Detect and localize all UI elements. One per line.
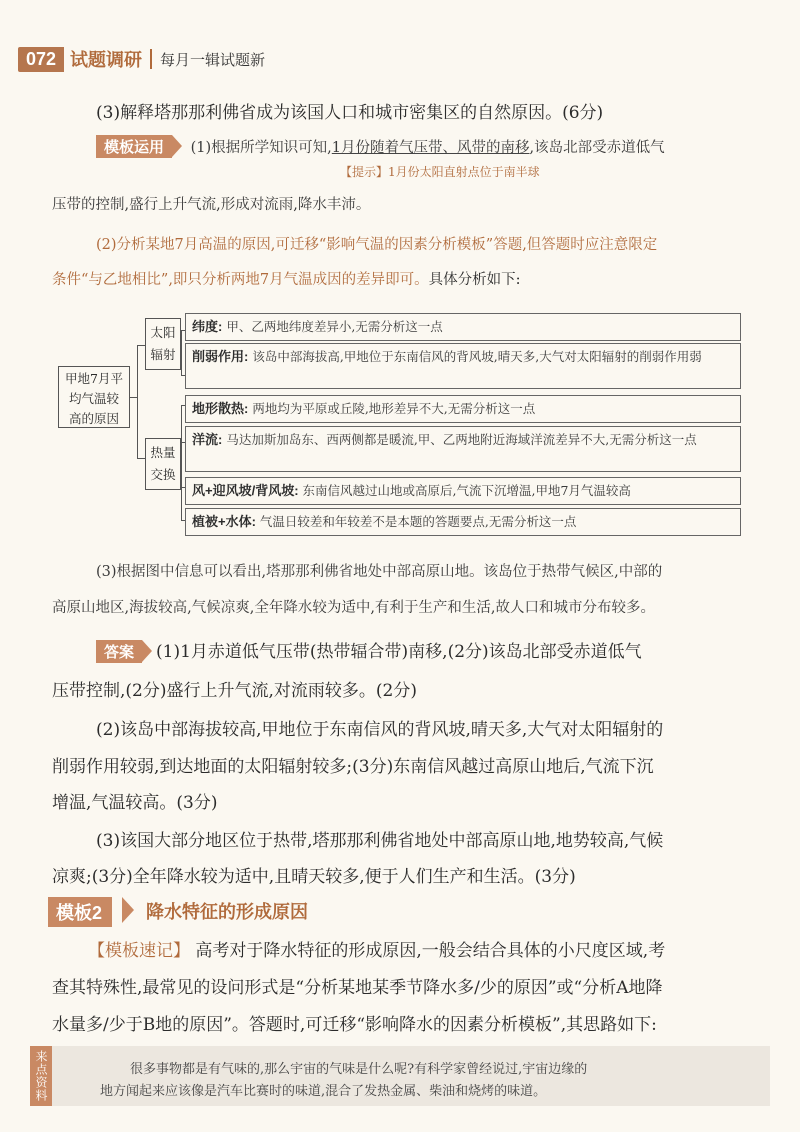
diagram-item-wind: 风+迎风坡/背风坡: 东南信风越过山地或高原后,气流下沉增温,甲地7月气温较高 [185, 477, 741, 505]
answer-line-6: (3)该国大部分地区位于热带,塔那那利佛省地处中部高原山地,地势较高,气候 [96, 831, 664, 851]
footer-line-1: 很多事物都是有气味的,那么宇宙的气味是什么呢?有科学家曾经说过,宇宙边缘的 [130, 1062, 588, 1077]
p1-post: ,该岛北部受赤道低气 [529, 140, 665, 156]
template2-badge: 模板2 [48, 897, 112, 927]
p1-pre: (1)根据所学知识可知, [190, 140, 332, 156]
column-name: 试题调研 [70, 50, 143, 70]
template-use-badge: 模板运用 [96, 135, 172, 158]
answer-line-4: 削弱作用较弱,到达地面的太阳辐射较多;(3分)东南信风越过高原山地后,气流下沉 [52, 757, 654, 777]
header-tagline: 每月一辑试题新 [160, 51, 266, 69]
answer-line-3: (2)该岛中部海拔较高,甲地位于东南信风的背风坡,晴天多,大气对太阳辐射的 [96, 720, 664, 740]
template2-line-1: 【模板速记】 高考对于降水特征的形成原因,一般会结合具体的小尺度区域,考 [88, 941, 666, 961]
p1-underlined: 1月份随着气压带、风带的南移 [331, 140, 530, 156]
template2-line-2: 查其特殊性,最常见的设问形式是“分析某地某季节降水多/少的原因”或“分析A地降 [52, 978, 663, 998]
diagram-item-currents: 洋流: 马达加斯加岛东、西两侧都是暖流,甲、乙两地附近海域洋流差异不大,无需分析这一点 [185, 426, 741, 472]
answer-badge: 答案 [96, 640, 142, 663]
page-number: 072 [18, 47, 64, 72]
answer-line-5: 增温,气温较高。(3分) [52, 793, 218, 813]
footer-side-label: 来点资料 [30, 1046, 52, 1106]
branch-heat-exchange: 热量交换 [145, 438, 181, 490]
p2-brown: 条件“与乙地相比”,即只分析两地7月气温成因的差异即可。 [52, 272, 429, 288]
diagram-item-weakening: 削弱作用: 该岛中部海拔高,甲地位于东南信风的背风坡,晴天多,大气对太阳辐射的削弱作用弱 [185, 343, 741, 389]
p1-line-2: 压带的控制,盛行上升气流,形成对流雨,降水丰沛。 [52, 197, 371, 213]
p3-line-2: 高原山地区,海拔较高,气候凉爽,全年降水较为适中,有利于生产和生活,故人口和城市分布较多。 [52, 600, 656, 616]
answer-line-7: 凉爽;(3分)全年降水较为适中,且晴天较多,便于人们生产和生活。(3分) [52, 867, 576, 887]
p2-line-1: (2)分析某地7月高温的原因,可迁移“影响气温的因素分析模板”答题,但答题时应注意限定 [96, 237, 658, 253]
p3-line-1: (3)根据图中信息可以看出,塔那那利佛省地处中部高原山地。该岛位于热带气候区,中部的 [96, 564, 663, 580]
hint-note: 【提示】1月份太阳直射点位于南半球 [340, 165, 540, 179]
template-use-line-1 [96, 135, 665, 158]
p2-line-2 [52, 268, 521, 289]
diagram-item-vegetation: 植被+水体: 气温日较差和年较差不是本题的答题要点,无需分析这一点 [185, 508, 741, 536]
answer-line-1: 答案 (1)1月赤道低气压带(热带辐合带)南移,(2分)该岛北部受赤道低气 [96, 637, 642, 663]
question-3: (3)解释塔那那利佛省成为该国人口和城市密集区的自然原因。(6分) [96, 103, 604, 123]
page-header [18, 46, 265, 72]
template2-line-3: 水量多/少于B地的原因”。答题时,可迁移“影响降水的因素分析模板”,其思路如下: [52, 1015, 657, 1035]
diagram-root: 甲地7月平均气温较高的原因 [58, 366, 130, 428]
template2-arrow [122, 897, 134, 923]
diagram-item-terrain: 地形散热: 两地均为平原或丘陵,地形差异不大,无需分析这一点 [185, 395, 741, 423]
quick-label: 【模板速记】 [88, 941, 190, 961]
footer-line-2: 地方闻起来应该像是汽车比赛时的味道,混合了发热金属、柴油和烧烤的味道。 [100, 1084, 547, 1099]
diagram-item-latitude: 纬度: 甲、乙两地纬度差异小,无需分析这一点 [185, 313, 741, 341]
template2-title: 降水特征的形成原因 [146, 902, 308, 922]
branch-solar: 太阳辐射 [145, 318, 181, 370]
p2-black: 具体分析如下: [428, 272, 521, 288]
answer-line-2: 压带控制,(2分)盛行上升气流,对流雨较多。(2分) [52, 681, 417, 701]
header-divider [150, 49, 152, 69]
